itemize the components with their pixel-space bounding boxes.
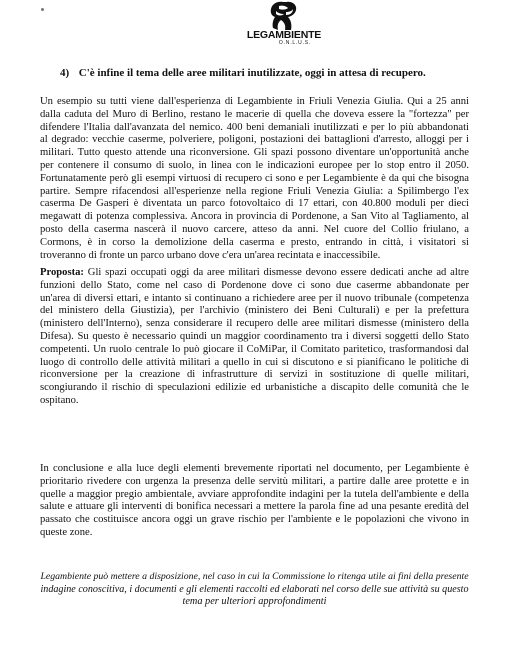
text-line: prioritario rivedere con urgenza la presenza delle servitù militari, a partire dalle aree protette e in (40, 475, 469, 487)
logo-subtitle: O.N.L.U.S. (278, 40, 312, 46)
note-line: Legambiente può mettere a disposizione, nel caso in cui la Commissione lo ritenga utile ai fini della presente (40, 571, 469, 582)
text-line: funzioni dello Stato, come nel caso di Pordenone dove ci sono due caserme abbandonate per (40, 279, 469, 291)
text-line: difendere l'Italia dall'avanzata del nemico. 400 beni demaniali inutilizzati e per lo più abbandonati (40, 121, 469, 133)
paragraph-conclusion (40, 463, 469, 540)
text-line: Cormons, è in corso la demolizione della caserma e presto, entrando in città, i visitatori si (40, 236, 469, 248)
section-title: C'è infine il tema delle aree militari inutilizzate, oggi in attesa di recupero. (78, 67, 426, 79)
text-line: un'area di diversi ettari, e intanto si continuano a richiedere aree per il nuovo tribunale (competenza (40, 292, 469, 304)
text-line: quelle a maggior pregio ambientale, avviare approfondite indagini per la tutela dell'ambiente e della (40, 488, 469, 500)
text-line: In conclusione e alla luce degli elementi brevemente riportati nel documento, per Legambiente è (40, 463, 469, 474)
text-line: salute e attuare gli interventi di bonifica necessari a mettere la parola fine ad una pesante eredità del (40, 501, 469, 513)
text-line: Fortunatamente però gli esempi virtuosi di recupero ci sono e per Legambiente è da qui che bisogna (40, 172, 469, 184)
text-line: megawatt di potenza complessiva. Ancora in provincia di Pordenone, a San Vito al Tagliamento, al (40, 211, 469, 223)
text-line: al degrado: vecchie caserme, polveriere, poligoni, postazioni dei battaglioni d'arresto, alloggi per i (40, 134, 469, 146)
text-line: Difesa). Su questo è necessario quindi un maggior coordinamento tra i diversi soggetti dello Stato (40, 330, 469, 342)
note-line: indagine conoscitiva, i documenti e gli elementi raccolti ed elaborati nel corso delle sue attività su questo (40, 583, 469, 595)
text-line: Un esempio su tutti viene dall'esperienza di Legambiente in Friuli Venezia Giulia. Qui a 25 anni (40, 96, 469, 107)
logo-wordmark: LEGAMBIENTE (246, 29, 322, 41)
paragraph-proposal (40, 267, 469, 408)
scan-speck (41, 8, 44, 11)
section-heading (60, 67, 480, 80)
text-line: luogo di controllo delle attività militari a quello in cui si discutono e si pianificano le politiche di (40, 356, 469, 368)
text-line: caserma De Gasperi è diventata un parco fotovoltaico di 17 ettari, con 40.800 moduli per dieci (40, 198, 469, 210)
text-line: riconversione per la creazione di infrastrutture di servizi in sostituzione di quelle militari, (40, 369, 469, 381)
panda-icon (264, 0, 304, 32)
text-line: (ministero dell'Interno), senza considerare il recupero delle aree militari dismesse (ministero della (40, 318, 469, 330)
text-line: partire. Sempre rifacendosi all'esperienze nella regione Friuli Venezia Giulia: a Spilimbergo l'ex (40, 185, 469, 197)
text-line: ospitano. (40, 394, 79, 406)
text-line: troveranno di fronte un parco urbano dove c'era un'area recintata e inaccessibile. (40, 249, 381, 261)
section-number: 4) (60, 67, 70, 79)
proposal-label: Proposta: (40, 267, 84, 278)
note-line: tema per ulteriori approfondimenti (182, 596, 327, 608)
text-line: queste zone. (40, 526, 93, 538)
text-line: dalla caduta del Muro di Berlino, restano le macerie di quella che doveva essere la "fortezza" per (40, 108, 469, 120)
text-line: passato che costituisce ancora oggi un grave rischio per l'ambiente e le popolazioni che vivono in (40, 514, 469, 526)
text-line (40, 267, 469, 280)
text-line: scongiurando il rischio di speculazioni edilizie ed urbanistiche a discapito delle comunità che le (40, 382, 469, 394)
text-line: per contenere il consumo di suolo, in linea con le indicazioni europee per lo stop entro il 2050. (40, 159, 469, 171)
text-line: militari. Tutto questo attende una riconversione. Gli spazi possono diventare un'opportunità anche (40, 147, 469, 159)
text-line: posto della caserma nascerà il nuovo carcere, atteso da anni. Nel cuore del Collio friulano, a (40, 223, 469, 235)
paragraph-friuli-example (40, 96, 469, 262)
closing-note (40, 571, 469, 609)
proposal-first-line: Gli spazi occupati oggi da aree militari dismesse devono essere dedicati anche ad altre (83, 267, 469, 278)
text-line: competenti. Un ruolo centrale lo può giocare il CoMiPar, il Comitato paritetico, trasformandosi dal (40, 343, 469, 355)
text-line: del ministero della Giustizia), per l'archivio (ministero dei Beni Culturali) e per la prefettura (40, 305, 469, 317)
legambiente-logo (240, 0, 328, 48)
